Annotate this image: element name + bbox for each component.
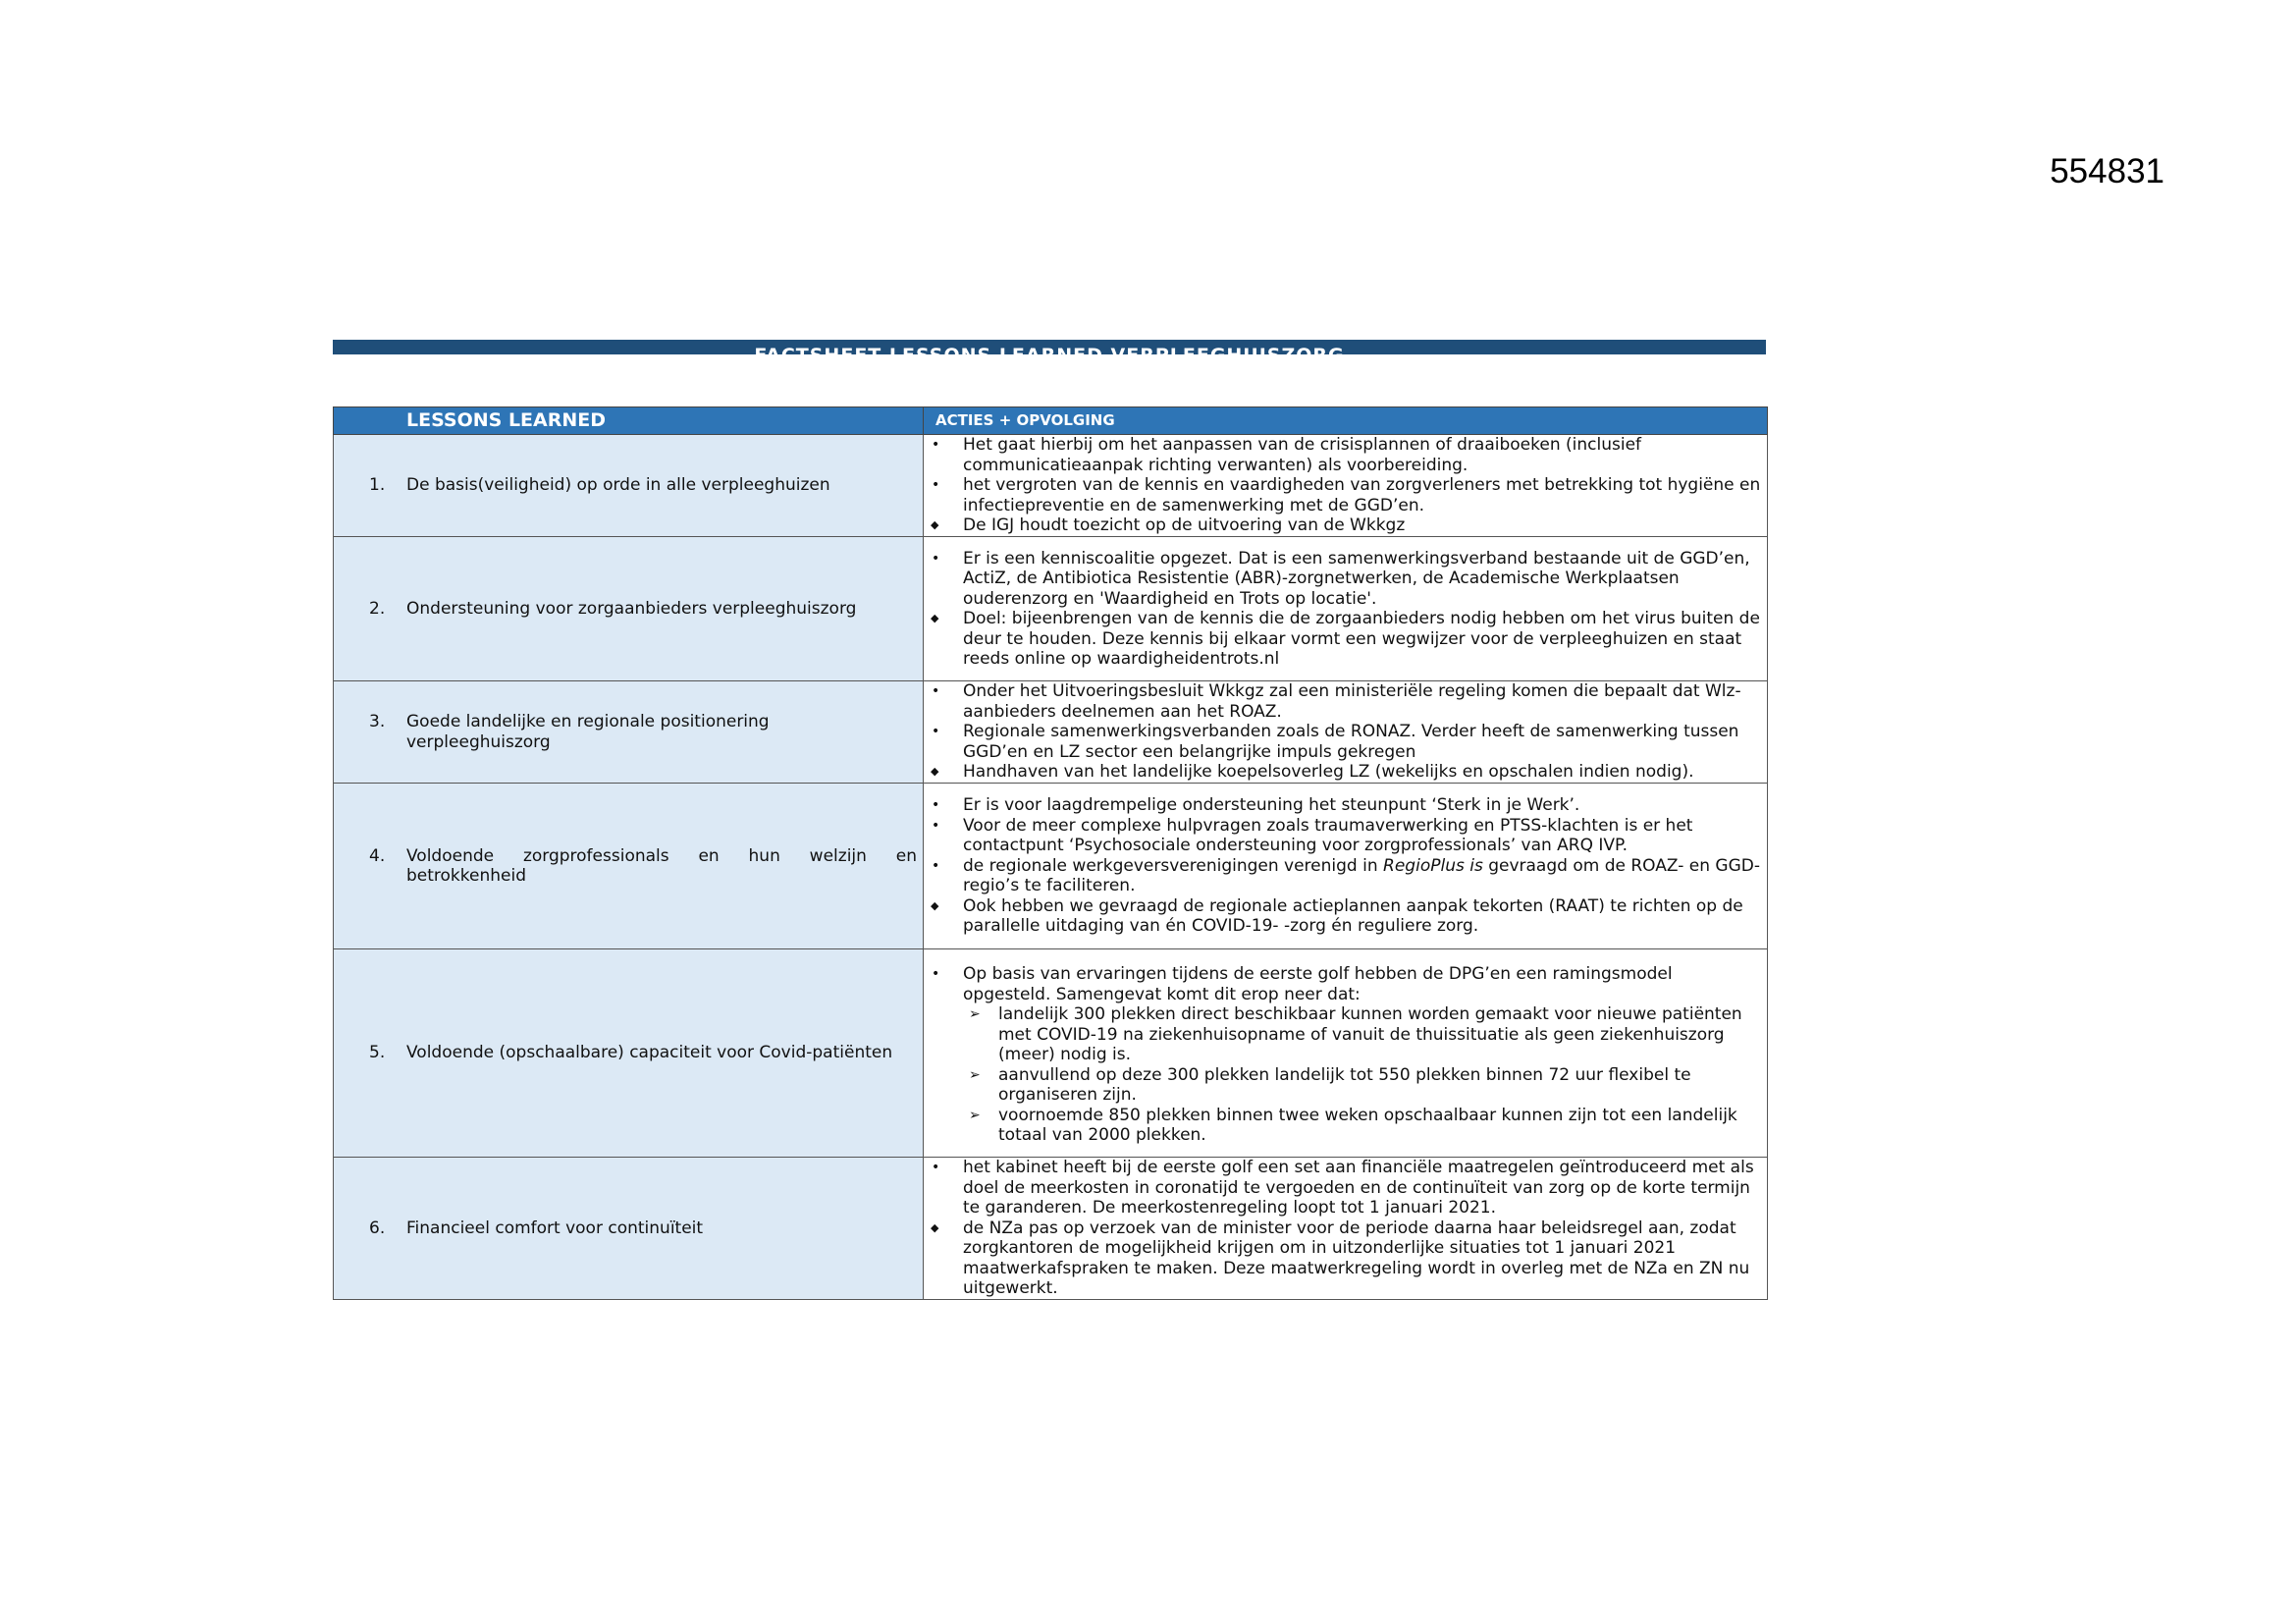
action-text-before: de regionale werkgeversverenigingen verenigd in [963, 855, 1384, 876]
lesson-cell [334, 949, 924, 1158]
actions-cell [924, 681, 1768, 784]
document-number: 554831 [2050, 152, 2164, 190]
actions-cell [924, 784, 1768, 949]
table-header-row [334, 407, 1768, 435]
sub-action-list [963, 1004, 1761, 1146]
lesson-cell [334, 537, 924, 681]
action-item: • Het gaat hierbij om het aanpassen van de crisisplannen of draaiboeken (inclusief communicatieaanpak richting verwanten) als voorbereiding. [924, 435, 1761, 475]
actions-cell [924, 949, 1768, 1158]
table-row [334, 537, 1768, 681]
sub-action-item: ➢ voornoemde 850 plekken binnen twee weken opschaalbaar kunnen zijn tot een landelijk totaal van 2000 plekken. [963, 1106, 1761, 1146]
lesson-text: Voldoende (opschaalbare) capaciteit voor Covid-patiënten [406, 1043, 893, 1063]
action-item: • Voor de meer complexe hulpvragen zoals traumaverwerking en PTSS-klachten is er het contactpunt ‘Psychosociale ondersteuning voor zorgprofessionals’ van ARQ IVP. [924, 816, 1761, 856]
lesson-number: 6. [369, 1218, 386, 1238]
action-item [924, 856, 1761, 896]
action-item: • Er is een kenniscoalitie opgezet. Dat is een samenwerkingsverband bestaande uit de GGD’en, ActiZ, de Antibiotica Resistentie (ABR)-zorgnetwerken, de Academische Werkplaatsen ouderenzorg en 'Waardigheid en Trots op locatie'. [924, 549, 1761, 610]
lesson-text: Voldoende zorgprofessionals en hun welzijn en betrokkenheid [406, 845, 917, 886]
table-row [334, 784, 1768, 949]
action-item: • Er is voor laagdrempelige ondersteuning het steunpunt ‘Sterk in je Werk’. [924, 795, 1761, 816]
lesson-number: 4. [369, 845, 386, 866]
action-item: ◆ Ook hebben we gevraagd de regionale actieplannen aanpak tekorten (RAAT) te richten op de parallelle uitdaging van én COVID-19- -zorg én reguliere zorg. [924, 896, 1761, 937]
action-item: ◆ Doel: bijeenbrengen van de kennis die de zorgaanbieders nodig hebben om het virus buiten de deur te houden. Deze kennis bij elkaar vormt een wegwijzer voor de verpleeghuizen en staat reeds online op waardigheidentrots.nl [924, 609, 1761, 670]
factsheet-title-bar [333, 340, 1766, 366]
action-item: ◆ de NZa pas op verzoek van de minister voor de periode daarna haar beleidsregel aan, zodat zorgkantoren de mogelijkheid krijgen om in uitzonderlijke situaties tot 1 januari 2021 maatwerkafspraken te maken. Deze maatwerkregeling wordt in overleg met de NZa en ZN nu uitgewerkt. [924, 1218, 1761, 1299]
action-item [924, 964, 1761, 1146]
sub-action-item: ➢ landelijk 300 plekken direct beschikbaar kunnen worden gemaakt voor nieuwe patiënten met COVID-19 na ziekenhuisopname of vanuit de thuissituatie als geen ziekenhuiszorg (meer) nodig is. [963, 1004, 1761, 1065]
action-item: ◆ De IGJ houdt toezicht op de uitvoering van de Wkkgz [924, 515, 1761, 536]
factsheet-title: FACTSHEET LESSONS LEARNED VERPLEEGHUISZORG [754, 345, 1345, 366]
lesson-number: 2. [369, 598, 386, 619]
actions-cell [924, 435, 1768, 537]
header-lessons-learned: LESSONS LEARNED [334, 407, 924, 435]
table-row [334, 1158, 1768, 1300]
table-row [334, 435, 1768, 537]
lesson-text: Goede landelijke en regionale positionering verpleeghuiszorg [406, 712, 770, 752]
sub-action-item: ➢ aanvullend op deze 300 plekken landelijk tot 550 plekken binnen 72 uur flexibel te organiseren zijn. [963, 1065, 1761, 1106]
action-item: • Regionale samenwerkingsverbanden zoals de RONAZ. Verder heeft de samenwerking tussen GGD’en en LZ sector een belangrijke impuls gekregen [924, 722, 1761, 762]
lessons-table [333, 406, 1768, 1300]
lesson-number: 3. [369, 712, 386, 731]
lesson-cell [334, 1158, 924, 1300]
action-text-italic: RegioPlus is [1383, 855, 1483, 876]
actions-cell [924, 1158, 1768, 1300]
table-row [334, 681, 1768, 784]
actions-cell [924, 537, 1768, 681]
header-actions: ACTIES + OPVOLGING [924, 407, 1768, 435]
action-intro: Op basis van ervaringen tijdens de eerste golf hebben de DPG’en een ramingsmodel opgesteld. Samengevat komt dit erop neer dat: [963, 964, 1673, 1004]
action-item: • Onder het Uitvoeringsbesluit Wkkgz zal een ministeriële regeling komen die bepaalt dat Wlz-aanbieders deelnemen aan het ROAZ. [924, 681, 1761, 722]
lesson-text: De basis(veiligheid) op orde in alle verpleeghuizen [406, 475, 830, 496]
action-item: • het kabinet heeft bij de eerste golf een set aan financiële maatregelen geïntroduceerd met als doel de meerkosten in coronatijd te vergoeden en de continuïteit van zorg op de korte termijn te garanderen. De meerkostenregeling loopt tot 1 januari 2021. [924, 1158, 1761, 1218]
lesson-cell [334, 435, 924, 537]
lesson-cell [334, 784, 924, 949]
lesson-text: Financieel comfort voor continuïteit [406, 1218, 704, 1238]
action-text-after: gevraagd om de ROAZ- en GGD-regio’s te faciliteren. [963, 855, 1760, 896]
action-item: • het vergroten van de kennis en vaardigheden van zorgverleners met betrekking tot hygiëne en infectiepreventie en de samenwerking met de GGD’en. [924, 475, 1761, 515]
lesson-text: Ondersteuning voor zorgaanbieders verpleeghuiszorg [406, 598, 857, 619]
lesson-number: 5. [369, 1043, 386, 1063]
table-row [334, 949, 1768, 1158]
lesson-cell [334, 681, 924, 784]
lesson-number: 1. [369, 475, 386, 496]
action-item: ◆ Handhaven van het landelijke koepelsoverleg LZ (wekelijks en opschalen indien nodig). [924, 762, 1761, 783]
